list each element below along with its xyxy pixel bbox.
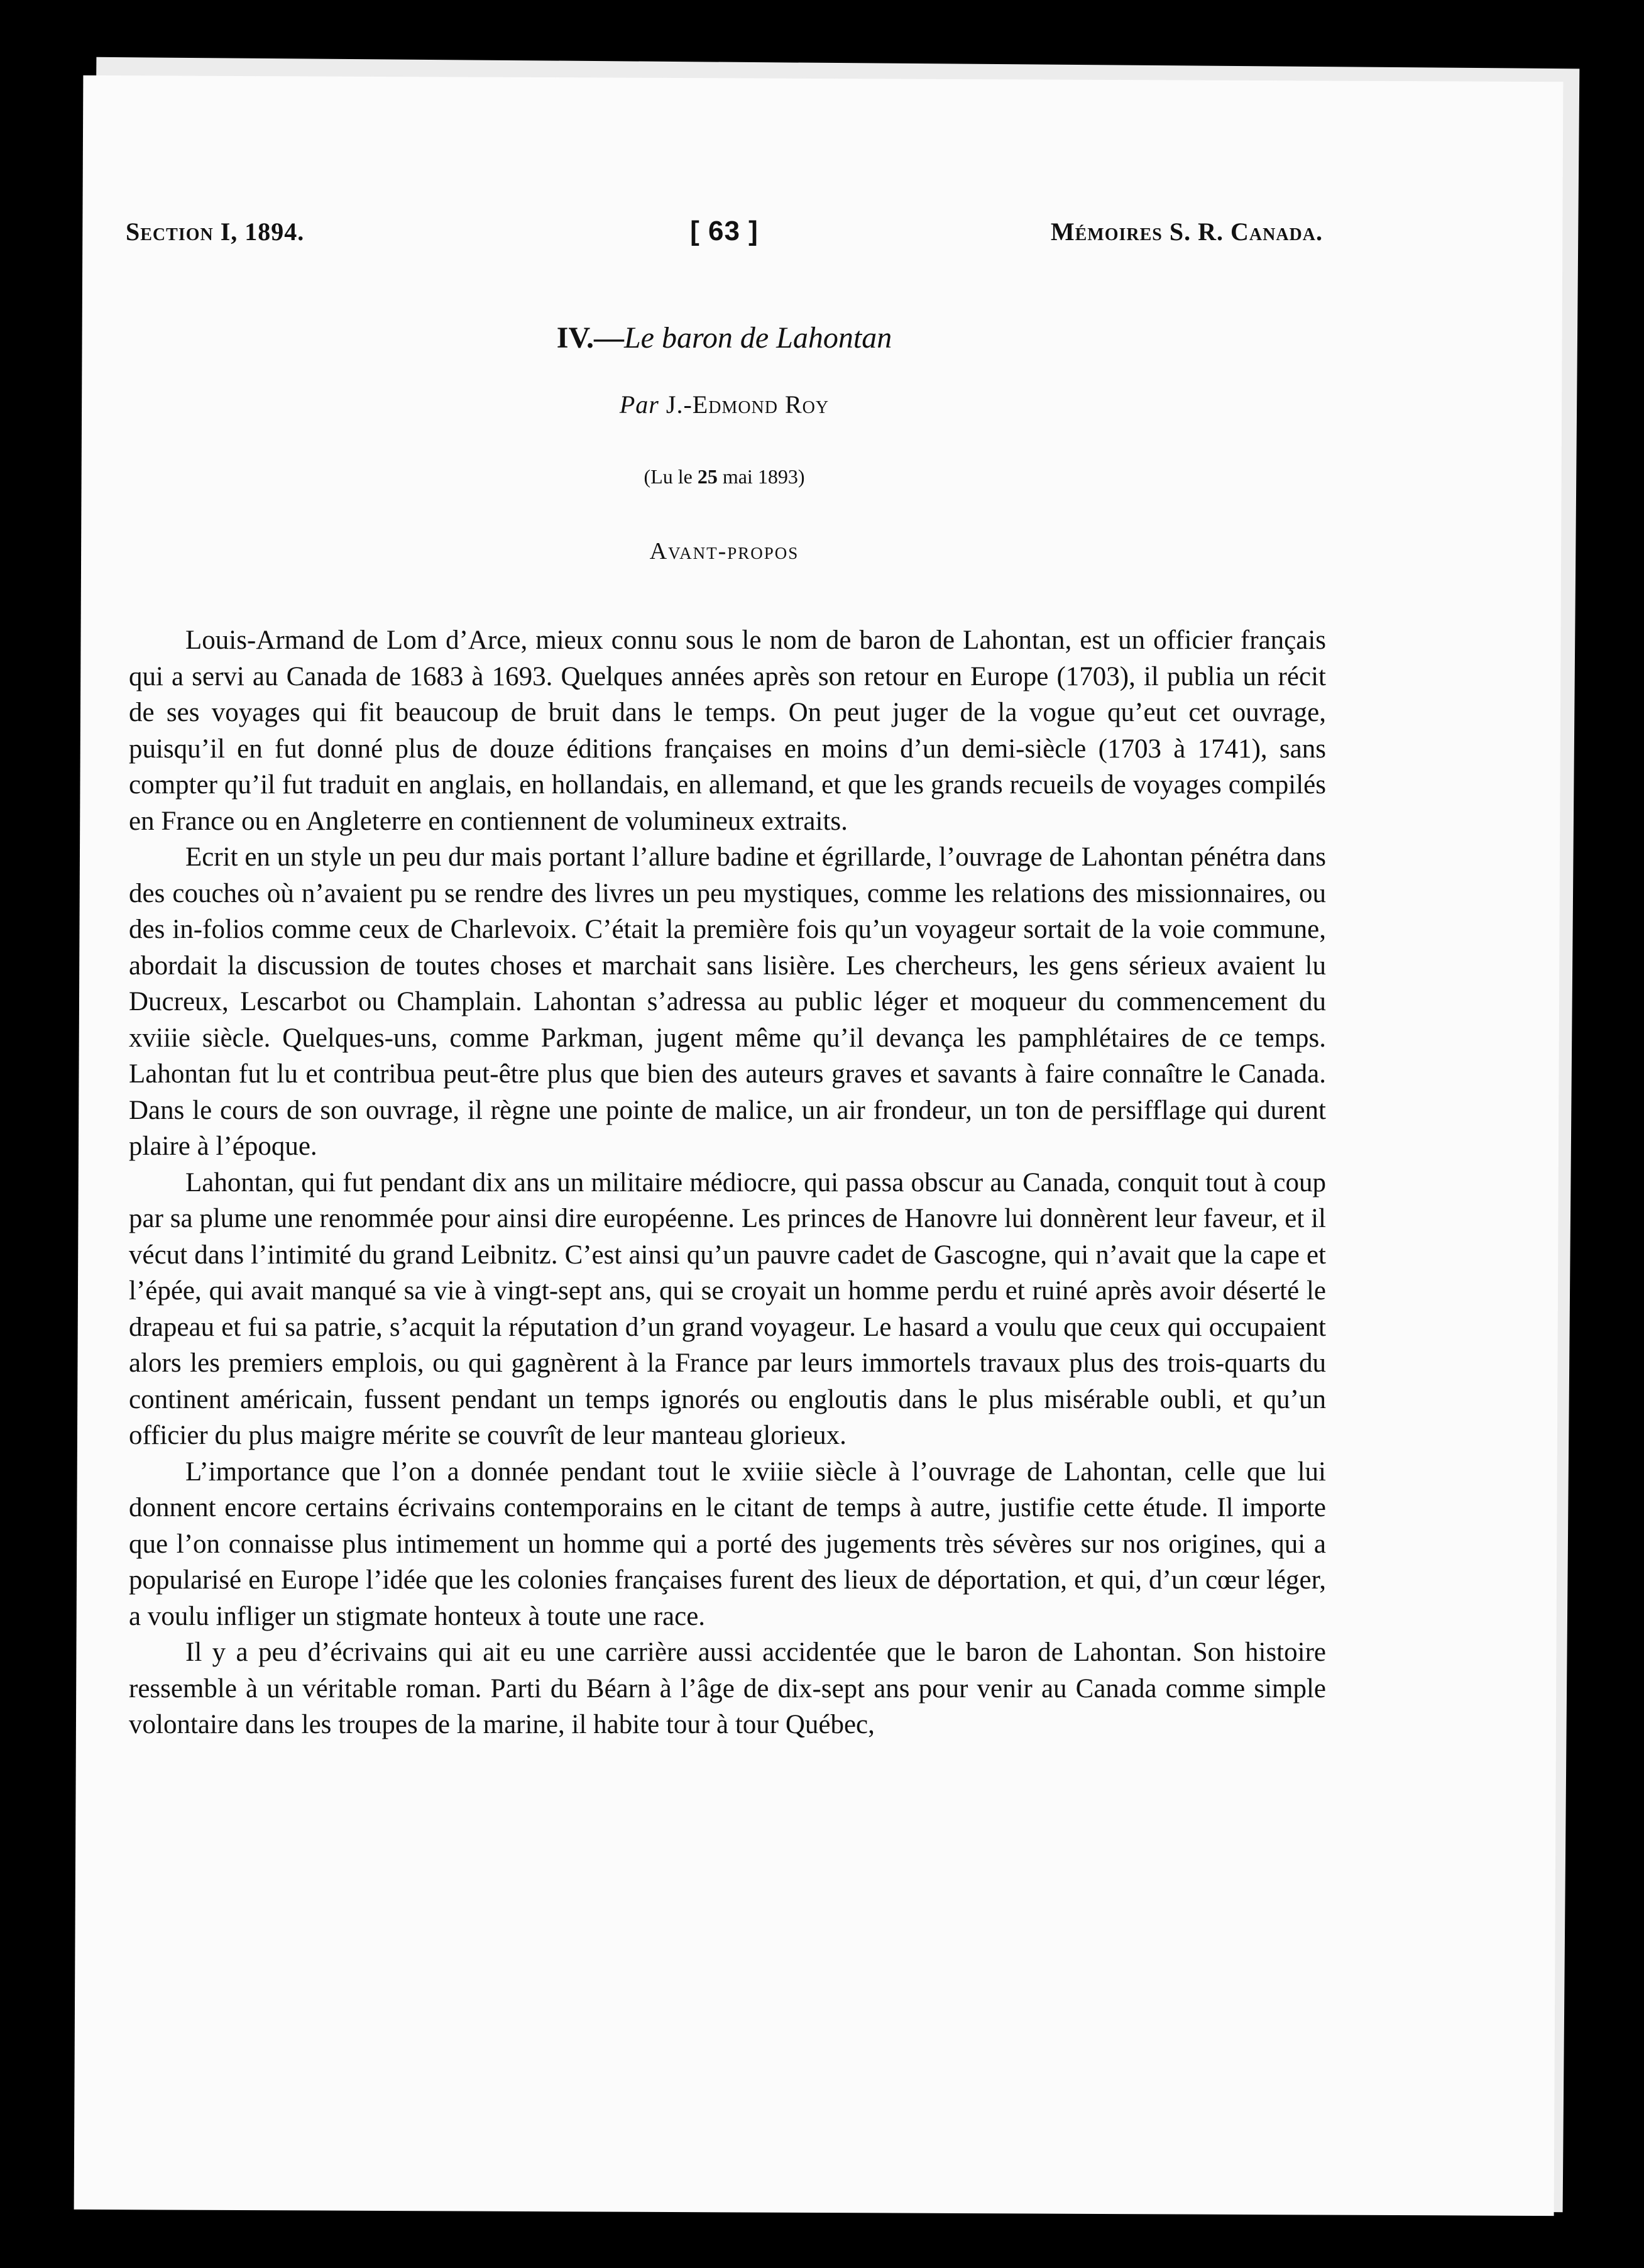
paragraph: Ecrit en un style un peu dur mais portant l’allure badine et égrillarde, l’ouvrage de Lahontan pénétra dans des couches où n’avaient pu se rendre des livres un peu mystiques, comme les relations des missionnaires, ou des in-folios comme ceux de Charlevoix. C’était la première fois qu’un voyageur sortait de la voie commune, abordait la discussion de toutes choses et marchait sans lisière. Les chercheurs, les gens sérieux avaient lu Ducreux, Lescarbot ou Champlain. Lahontan s’adressa au public léger et moqueur du commencement du xviiie siècle. Quelques-uns, comme Parkman, jugent même qu’il devança les pamphlétaires de ce temps. Lahontan fut lu et contribua peut-être plus que bien des auteurs graves et savants à faire connaître le Canada. Dans le cours de son ouvrage, il règne une pointe de malice, un air frondeur, un ton de persifflage qui durent plaire à l’époque.: [129, 842, 1326, 1161]
running-header: [126, 217, 1323, 261]
article-number: IV.—: [556, 321, 624, 355]
read-date-open: (Lu le: [644, 465, 698, 488]
header-section: Section I, 1894.: [126, 217, 305, 246]
paragraph: Louis-Armand de Lom d’Arce, mieux connu sous le nom de baron de Lahontan, est un officier français qui a servi au Canada de 1683 à 1693. Quelques années après son retour en Europe (1703), il publia un récit de ses voyages qui fit beaucoup de bruit dans le temps. On peut juger de la vogue qu’eut cet ouvrage, puisqu’il en fut donné plus de douze éditions françaises en moins d’un demi-siècle (1703 à 1741), sans compter qu’il fut traduit en anglais, en hollandais, en allemand, et que les grands recueils de voyages compilés en France ou en Angleterre en contiennent de volumineux extraits.: [129, 625, 1326, 836]
read-date: [126, 465, 1323, 488]
paragraph: L’importance que l’on a donnée pendant tout le xviiie siècle à l’ouvrage de Lahontan, celle que lui donnent encore certains écrivains contemporains en le citant de temps à autre, justifie cette étude. Il importe que l’on connaisse plus intimement un homme qui a porté des jugements très sévères sur nos origines, qui a popularisé en Europe l’idée que les colonies françaises furent des lieux de déportation, et qui, d’un cœur léger, a voulu infliger un stigmate honteux à toute une race.: [129, 1456, 1326, 1631]
article-title: [126, 321, 1323, 355]
author-line: [126, 390, 1323, 419]
header-journal: Mémoires S. R. Canada.: [1050, 217, 1323, 246]
page-number: [ 63 ]: [690, 216, 759, 246]
article-title-text: Le baron de Lahontan: [623, 321, 892, 355]
section-heading: Avant-propos: [649, 538, 799, 564]
read-date-rest: mai 1893): [717, 465, 805, 488]
body-text: [129, 622, 1326, 1743]
author-prefix: Par: [619, 390, 659, 419]
read-date-day: 25: [697, 465, 718, 488]
author-name: J.-Edmond Roy: [666, 390, 830, 419]
paragraph: Lahontan, qui fut pendant dix ans un militaire médiocre, qui passa obscur au Canada, conquit tout à coup par sa plume une renommée pour ainsi dire européenne. Les princes de Hanovre lui donnèrent leur faveur, et il vécut dans l’intimité du grand Leibnitz. C’est ainsi qu’un pauvre cadet de Gascogne, qui n’avait que la cape et l’épée, qui avait manqué sa vie à vingt-sept ans, qui se croyait un homme perdu et ruiné après avoir déserté le drapeau et fui sa patrie, s’acquit la réputation d’un grand voyageur. Le hasard a voulu que ceux qui occupaient alors les premiers emplois, ou qui gagnèrent à la France par leurs immortels travaux plus des trois-quarts du continent américain, fussent pendant un temps ignorés ou engloutis dans le plus misérable oubli, et qu’un officier du plus maigre mérite se couvrît de leur manteau glorieux.: [129, 1167, 1326, 1450]
paragraph: Il y a peu d’écrivains qui ait eu une carrière aussi accidentée que le baron de Lahontan. Son histoire ressemble à un véritable roman. Parti du Béarn à l’âge de dix-sept ans pour venir au Canada comme simple volontaire dans les troupes de la marine, il habite tour à tour Québec,: [129, 1638, 1326, 1739]
